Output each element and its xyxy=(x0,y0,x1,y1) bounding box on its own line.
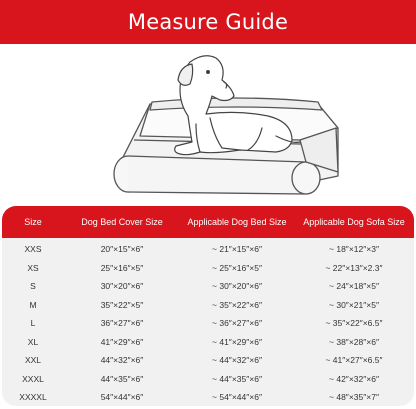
cell-size: XXL xyxy=(24,355,42,366)
table-row xyxy=(2,370,414,389)
dog-on-bed-illustration xyxy=(0,44,416,200)
table-body xyxy=(2,240,414,406)
cell-bed: ~ 41″×29″×6″ xyxy=(212,336,262,347)
cell-size: XXXXL xyxy=(19,392,47,403)
cell-sofa: ~ 41″×27″×6.5″ xyxy=(325,355,383,366)
cell-bed: ~ 36″×27″×6″ xyxy=(212,318,262,329)
header-banner xyxy=(0,0,416,44)
cell-size: XL xyxy=(27,336,39,347)
cell-bed: ~ 21″×15″×6″ xyxy=(212,244,262,255)
cell-sofa: ~ 18″×12″×3″ xyxy=(329,244,379,255)
cell-cover: 54″×44″×6″ xyxy=(100,392,144,403)
cell-bed: ~ 25″×16″×5″ xyxy=(212,262,262,273)
cell-cover: 30″×20″×6″ xyxy=(100,281,144,292)
cell-cover: 36″×27″×6″ xyxy=(100,318,144,329)
cell-size: XS xyxy=(27,262,39,273)
cell-cover: 20″×15″×6″ xyxy=(100,244,144,255)
cell-cover: 35″×22″×5″ xyxy=(100,299,144,310)
table-row xyxy=(2,351,414,370)
cell-sofa: ~ 48″×35″×7″ xyxy=(329,392,379,403)
cell-sofa: ~ 22″×13″×2.3″ xyxy=(325,262,383,273)
cell-size: XXS xyxy=(24,244,42,255)
cell-size: XXXL xyxy=(22,373,44,384)
table-row xyxy=(2,277,414,296)
cell-sofa: ~ 24″×18″×5″ xyxy=(329,281,379,292)
cell-cover: 41″×29″×6″ xyxy=(100,336,144,347)
table-row xyxy=(2,333,414,352)
table-row xyxy=(2,296,414,315)
table-row xyxy=(2,240,414,259)
size-table-section xyxy=(0,200,416,409)
table-header xyxy=(2,206,414,238)
cell-size: L xyxy=(30,318,36,329)
cell-bed: ~ 44″×32″×6″ xyxy=(212,355,262,366)
cell-bed: ~ 30″×20″×6″ xyxy=(212,281,262,292)
cell-cover: 44″×35″×6″ xyxy=(100,373,144,384)
table-row xyxy=(2,388,414,406)
col-bed-size: Applicable Dog Bed Size xyxy=(187,217,287,227)
cell-sofa: ~ 38″×28″×6″ xyxy=(329,336,379,347)
table-row xyxy=(2,259,414,278)
cell-cover: 25″×16″×5″ xyxy=(100,262,144,273)
col-size: Size xyxy=(24,217,42,227)
cell-sofa: ~ 30″×21″×5″ xyxy=(329,299,379,310)
cell-sofa: ~ 42″×32″×6″ xyxy=(329,373,379,384)
table-row xyxy=(2,314,414,333)
cell-bed: ~ 35″×22″×6″ xyxy=(212,299,262,310)
size-table xyxy=(2,206,414,406)
cell-size: M xyxy=(29,299,37,310)
cell-bed: ~ 54″×44″×6″ xyxy=(212,392,262,403)
cell-bed: ~ 44″×35″×6″ xyxy=(212,373,262,384)
cell-sofa: ~ 35″×22″×6.5″ xyxy=(325,318,383,329)
cell-cover: 44″×32″×6″ xyxy=(100,355,144,366)
col-cover-size: Dog Bed Cover Size xyxy=(81,217,163,227)
cell-size: S xyxy=(30,281,36,292)
page-title: Measure Guide xyxy=(127,10,289,34)
col-sofa-size: Applicable Dog Sofa Size xyxy=(303,217,405,227)
